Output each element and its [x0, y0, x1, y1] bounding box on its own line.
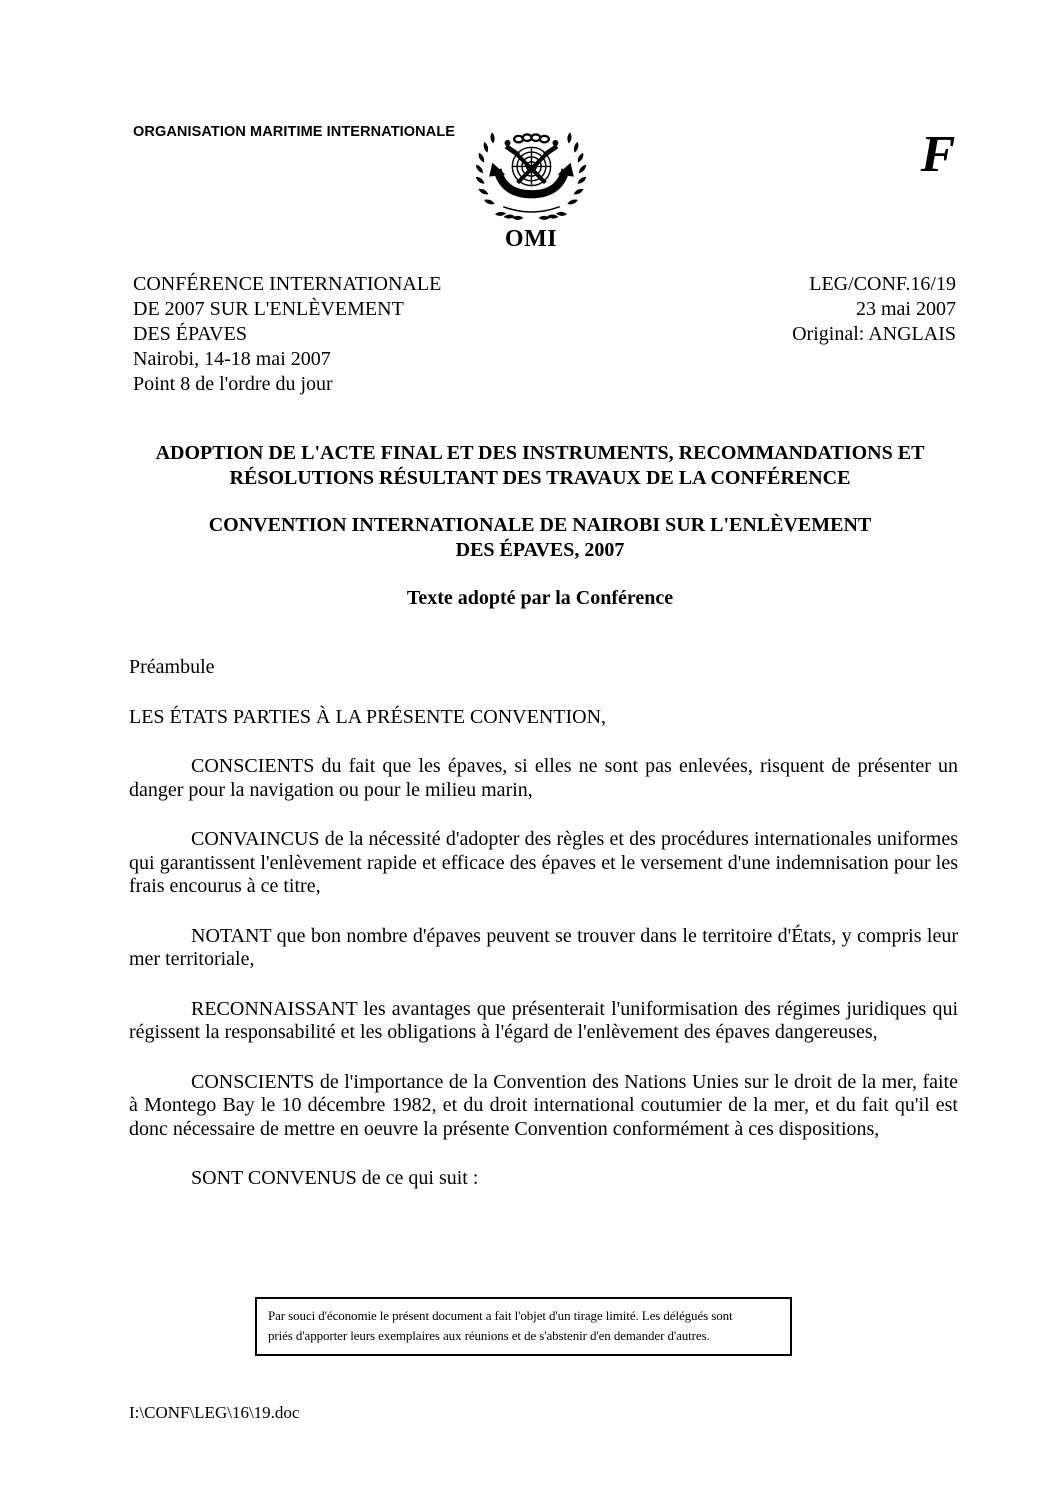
main-title-line: ADOPTION DE L'ACTE FINAL ET DES INSTRUMENTS, RECOMMANDATIONS ET: [155, 442, 925, 464]
paragraph: RECONNAISSANT les avantages que présenterait l'uniformisation des régimes juridiques qui régissent la responsabilité et les obligations à l'égard de l'enlèvement des épaves dangereuses,: [129, 997, 958, 1043]
main-title: [110, 441, 970, 491]
omi-logo: [469, 131, 593, 251]
language-letter: F: [920, 126, 956, 183]
conference-info-line: DES ÉPAVES: [133, 323, 247, 345]
paragraph: NOTANT que bon nombre d'épaves peuvent se trouver dans le territoire d'États, y compris leur mer territoriale,: [129, 924, 958, 970]
notice-line: priés d'apporter leurs exemplaires aux réunions et de s'abstenir d'en demander d'autres.: [268, 1328, 710, 1343]
subtitle: [110, 513, 970, 563]
paragraph: SONT CONVENUS de ce qui suit :: [191, 1167, 479, 1189]
paragraph: CONVAINCUS de la nécessité d'adopter des règles et des procédures internationales uniformes qui garantissent l'enlèvement rapide et efficace des épaves et le versement d'une indemnisation pour les frais encourus à ce titre,: [129, 828, 958, 897]
conference-info-line: Point 8 de l'ordre du jour: [133, 373, 333, 395]
paragraph: CONSCIENTS de l'importance de la Convention des Nations Unies sur le droit de la mer, faite à Montego Bay le 10 décembre 1982, et du droit international coutumier de la mer, et du fait qu'il est donc nécessaire de mettre en oeuvre la présente Convention conformément à ces dispositions,: [129, 1070, 958, 1140]
doc-symbol: LEG/CONF.16/19: [809, 273, 956, 295]
doc-original-language: Original: ANGLAIS: [792, 323, 956, 345]
preamble-section: [129, 656, 958, 1217]
document-reference: [792, 272, 956, 397]
doc-date: 23 mai 2007: [856, 298, 956, 320]
organisation-name: ORGANISATION MARITIME INTERNATIONALE: [133, 124, 456, 140]
conference-info: [133, 272, 441, 397]
conference-info-line: Nairobi, 14-18 mai 2007: [133, 348, 331, 370]
omi-emblem-icon: [474, 131, 588, 223]
adoption-note: Texte adopté par la Conférence: [406, 587, 674, 609]
omi-logo-caption: OMI: [504, 226, 558, 252]
subtitle-line: DES ÉPAVES, 2007: [455, 539, 625, 561]
notice-line: Par souci d'économie le présent document a fait l'objet d'un tirage limité. Les délégués sont: [268, 1308, 733, 1323]
document-header-block: [133, 272, 956, 397]
file-path: I:\CONF\LEG\16\19.doc: [129, 1403, 300, 1422]
conference-info-line: DE 2007 SUR L'ENLÈVEMENT: [133, 298, 404, 320]
section-heading: Préambule: [129, 656, 215, 678]
conference-info-line: CONFÉRENCE INTERNATIONALE: [133, 273, 442, 295]
subtitle-line: CONVENTION INTERNATIONALE DE NAIROBI SUR L'ENLÈVEMENT: [208, 514, 872, 536]
limited-print-notice: [255, 1297, 792, 1356]
opening-line: LES ÉTATS PARTIES À LA PRÉSENTE CONVENTION,: [129, 705, 607, 728]
title-block: [110, 441, 970, 611]
paragraph: CONSCIENTS du fait que les épaves, si elles ne sont pas enlevées, risquent de présenter un danger pour la navigation ou pour le milieu marin,: [129, 755, 958, 801]
main-title-line: RÉSOLUTIONS RÉSULTANT DES TRAVAUX DE LA CONFÉRENCE: [229, 467, 851, 489]
